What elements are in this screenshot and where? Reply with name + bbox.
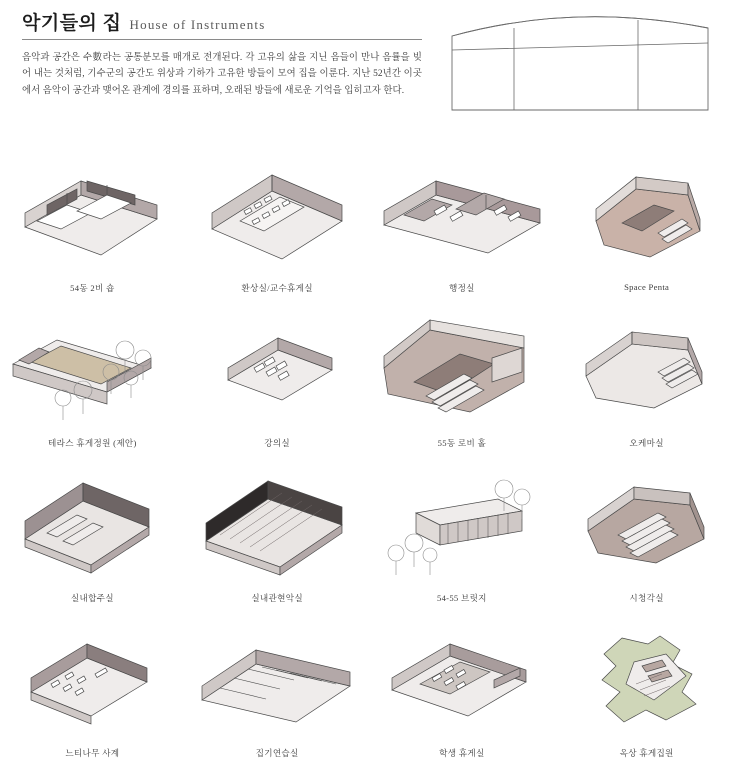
room-caption: 55동 로비 홀 — [437, 438, 487, 448]
room-cell[interactable] — [0, 468, 185, 623]
room-cell[interactable] — [185, 623, 370, 778]
axon-practice-rooms-icon — [187, 623, 367, 745]
room-caption: 실내관현악실 — [251, 593, 303, 603]
axon-office-long-icon — [372, 158, 552, 280]
room-caption: 학생 휴게실 — [439, 748, 485, 758]
room-cell[interactable] — [554, 313, 739, 468]
room-caption: 옥상 휴게집원 — [619, 748, 674, 758]
page-title-english: House of Instruments — [129, 17, 266, 32]
room-cell[interactable] — [185, 468, 370, 623]
axon-penta-hall-icon — [557, 158, 737, 280]
axon-chamber-orchestra-room-icon — [187, 468, 367, 590]
room-cell[interactable] — [370, 468, 555, 623]
room-cell[interactable] — [185, 313, 370, 468]
room-cell[interactable] — [554, 623, 739, 778]
title-row — [22, 8, 422, 40]
room-cell[interactable] — [370, 158, 555, 313]
room-cell[interactable] — [554, 158, 739, 313]
room-caption: 환상실/교수휴게실 — [241, 283, 313, 293]
room-cell[interactable] — [370, 313, 555, 468]
axon-ensemble-room-icon — [2, 468, 182, 590]
axon-zelkova-cafe-icon — [2, 623, 182, 745]
axon-classroom-icon — [187, 313, 367, 435]
axon-rooftop-garden-icon — [557, 623, 737, 745]
room-cell[interactable] — [554, 468, 739, 623]
page-title-korean: 악기들의 집 — [22, 13, 122, 34]
room-thumbnail-grid — [0, 158, 739, 778]
room-caption: 테라스 휴게정원 (제안) — [48, 438, 137, 448]
room-caption: Space Penta — [624, 282, 670, 292]
room-caption: 느티나무 사계 — [65, 748, 120, 758]
intro-paragraph: 음악과 공간은 수數라는 공통분모를 매개로 전개된다. 각 고유의 삶을 지닌 음들이 만나 음률을 빚어 내는 것처럼, 기수군의 공간도 위상과 기하가 고유한 방들이 모여 집을 이룬다. 지난 52년간 이곳에서 음악이 공간과 맺어온 관계에 경의를 표하며, 오래된 방들에 새로운 기억을 입히고자 한다. — [22, 53, 422, 96]
room-caption: 54동 2비 숍 — [70, 283, 115, 293]
room-cell[interactable] — [0, 313, 185, 468]
axon-corridor-rooms-icon — [2, 158, 182, 280]
room-cell[interactable] — [185, 158, 370, 313]
axon-student-lounge-icon — [372, 623, 552, 745]
room-caption: 행정실 — [448, 283, 475, 293]
axon-orchestra-room-icon — [557, 313, 737, 435]
room-caption: 실내합주실 — [70, 593, 114, 603]
room-cell[interactable] — [0, 623, 185, 778]
room-caption: 시청각실 — [629, 593, 664, 603]
room-caption: 강의실 — [264, 438, 291, 448]
axon-bridge-icon — [372, 468, 552, 590]
room-caption: 집기연습실 — [255, 748, 299, 758]
room-cell[interactable] — [0, 158, 185, 313]
axon-terrace-garden-icon — [2, 313, 182, 435]
room-cell[interactable] — [370, 623, 555, 778]
room-caption: 오케마실 — [629, 438, 664, 448]
room-caption: 54-55 브릿지 — [436, 593, 487, 603]
building-massing-diagram — [446, 6, 721, 124]
axon-av-room-icon — [557, 468, 737, 590]
axon-lobby-hall-icon — [372, 313, 552, 435]
axon-seminar-tables-icon — [187, 158, 367, 280]
page-header — [22, 8, 442, 99]
